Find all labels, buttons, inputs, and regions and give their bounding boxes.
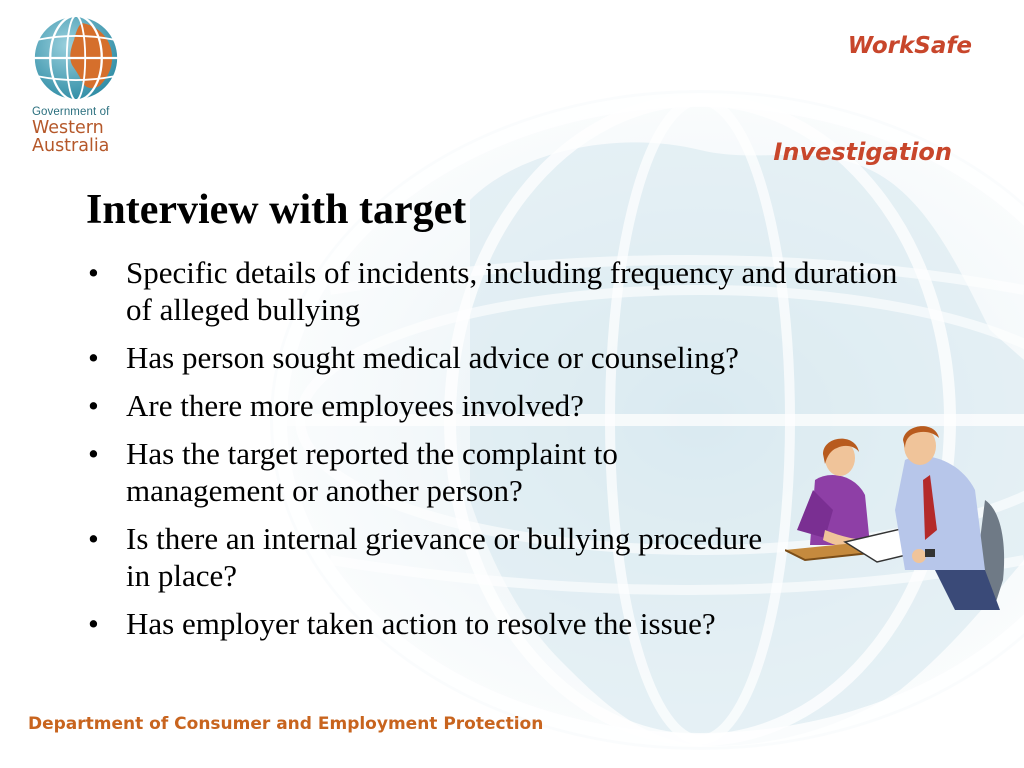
logo-text-western: Western — [32, 118, 104, 138]
slide-title: Interview with target — [86, 187, 467, 233]
footer-department: Department of Consumer and Employment Protection — [28, 714, 544, 734]
bullet-item: • Has the target reported the complaint to management or another person? — [86, 435, 766, 509]
brand-worksafe: WorkSafe — [847, 33, 972, 59]
bullet-item: • Is there an internal grievance or bullying procedure in place? — [86, 520, 766, 594]
bullet-list — [86, 254, 926, 653]
bullet-item: • Specific details of incidents, including frequency and duration of alleged bullying — [86, 254, 926, 328]
bullet-item: • Has person sought medical advice or counseling? — [86, 339, 926, 376]
globe-map-icon — [30, 12, 122, 104]
bullet-item: • Are there more employees involved? — [86, 387, 926, 424]
logo-text-australia: Australia — [32, 136, 110, 156]
section-label: Investigation — [773, 138, 952, 166]
logo-text-government: Government of — [32, 106, 110, 118]
government-logo — [28, 10, 138, 160]
bullet-item: • Has employer taken action to resolve the issue? — [86, 605, 926, 642]
